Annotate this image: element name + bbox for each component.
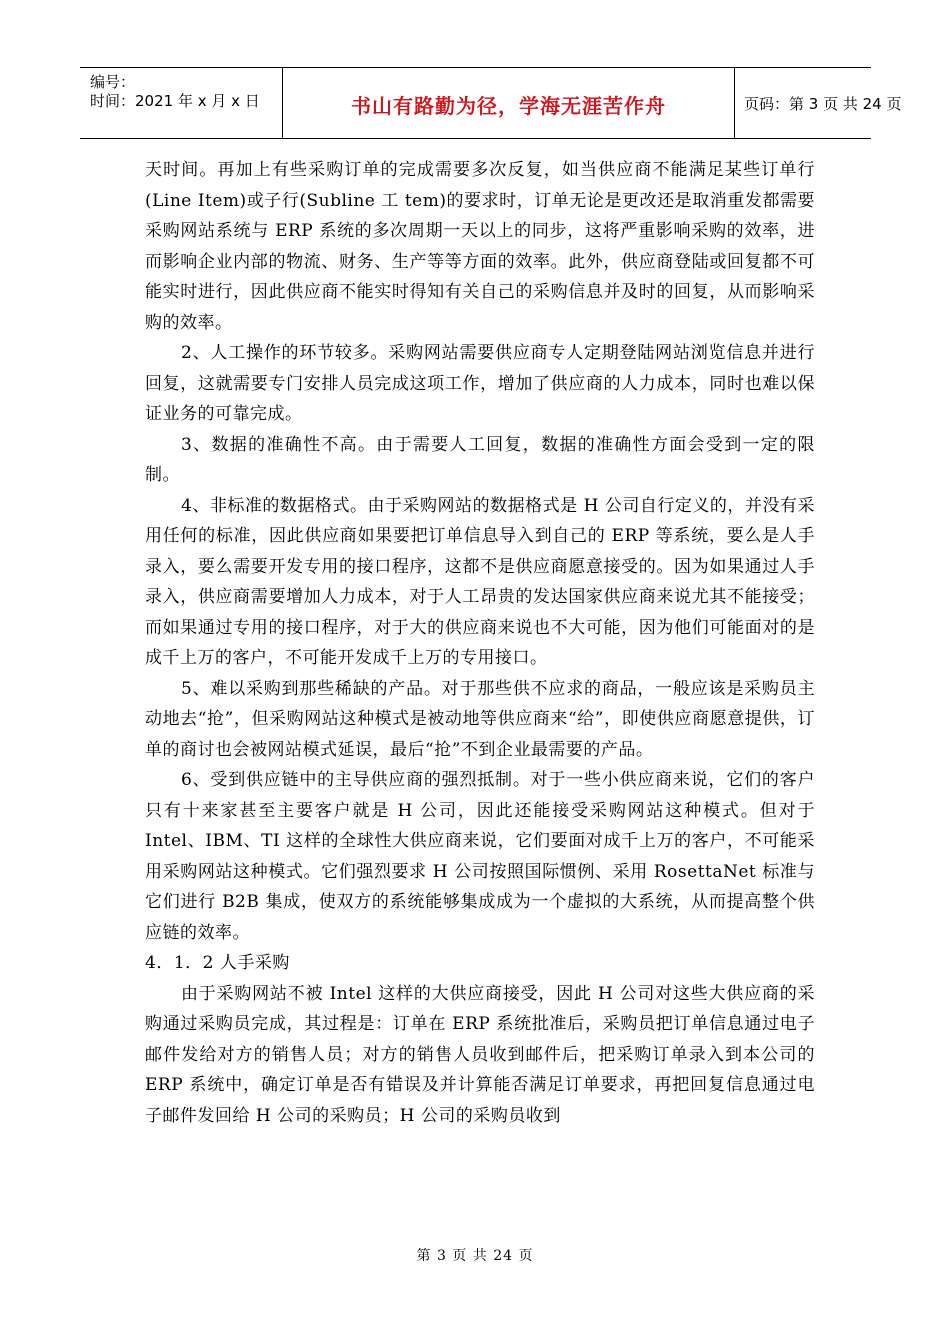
- header-table: [80, 67, 902, 139]
- section-heading: 4．1．2 人手采购: [145, 953, 290, 973]
- document-number-label: 编号：: [90, 73, 136, 91]
- page-footer: 第 3 页 共 24 页: [416, 1248, 534, 1264]
- paragraph-manual-purchasing: 由于采购网站不被 Intel 这样的大供应商接受，因此 H 公司对这些大供应商的采购通过采购员完成，其过程是：订单在 ERP 系统批准后，采购员把订单信息通过电子邮件发给对方的销售人员；对方的销售人员收到邮件后，把采购订单录入到本公司的 ERP 系统中，确定订单是否有错误及并计算能否满足订单要求，再把回复信息通过电子邮件发回给 H 公司的采购员；H 公司的采购员收到: [145, 983, 815, 1126]
- document-body: [145, 155, 815, 1131]
- paragraph-item-5: 5、难以采购到那些稀缺的产品。对于那些供不应求的商品，一般应该是采购员主动地去“抢”，但采购网站这种模式是被动地等供应商来“给”，即使供应商愿意提供，订单的商讨也会被网站模式延误，最后“抢”不到企业最需要的产品。: [145, 678, 815, 760]
- paragraph-item-2: 2、人工操作的环节较多。采购网站需要供应商专人定期登陆网站浏览信息并进行回复，这就需要专门安排人员完成这项工作，增加了供应商的人力成本，同时也难以保证业务的可靠完成。: [145, 343, 815, 424]
- paragraph-item-6: 6、受到供应链中的主导供应商的强烈抵制。对于一些小供应商来说，它们的客户只有十来家甚至主要客户就是 H 公司，因此还能接受采购网站这种模式。但对于 Intel、IBM、TI 这样的全球性大供应商来说，它们要面对成千上万的客户，不可能采用采购网站这种模式。它们强烈要求 H 公司按照国际惯例、采用 RosettaNet 标准与它们进行 B2B 集成，使双方的系统能够集成成为一个虚拟的大系统，从而提高整个供应链的效率。: [145, 770, 815, 943]
- document-date-label: 时间：2021 年 x 月 x 日: [90, 92, 260, 110]
- header-page-info: 页码：第 3 页 共 24 页: [744, 95, 902, 113]
- paragraph-item-3: 3、数据的准确性不高。由于需要人工回复，数据的准确性方面会受到一定的限制。: [145, 434, 815, 485]
- paragraph-continuation: 天时间。再加上有些采购订单的完成需要多次反复，如当供应商不能满足某些订单行(Line Item)或子行(Subline 工 tem)的要求时，订单无论是更改还是取消重发都需要采购网站系统与 ERP 系统的多次周期一天以上的同步，这将严重影响采购的效率，进而影响企业内部的物流、财务、生产等等方面的效率。此外，供应商登陆或回复都不可能实时进行，因此供应商不能实时得知有关自己的采购信息并及时的回复，从而影响采购的效率。: [145, 160, 815, 333]
- paragraph-item-4: 4、非标准的数据格式。由于采购网站的数据格式是 H 公司自行定义的，并没有采用任何的标准，因此供应商如果要把订单信息导入到自己的 ERP 等系统，要么是人手录入，要么需要开发专用的接口程序，这都不是供应商愿意接受的。因为如果通过人手录入，供应商需要增加人力成本，对于人工昂贵的发达国家供应商来说尤其不能接受；而如果通过专用的接口程序，对于大的供应商来说也不大可能，因为他们可能面对的是成千上万的客户，不可能开发成千上万的专用接口。: [145, 495, 815, 668]
- header-motto: 书山有路勤为径，学海无涯苦作舟: [351, 94, 666, 118]
- header-page-cell: [735, 68, 902, 138]
- header-motto-cell: [283, 68, 735, 138]
- header-meta-cell: [80, 68, 283, 138]
